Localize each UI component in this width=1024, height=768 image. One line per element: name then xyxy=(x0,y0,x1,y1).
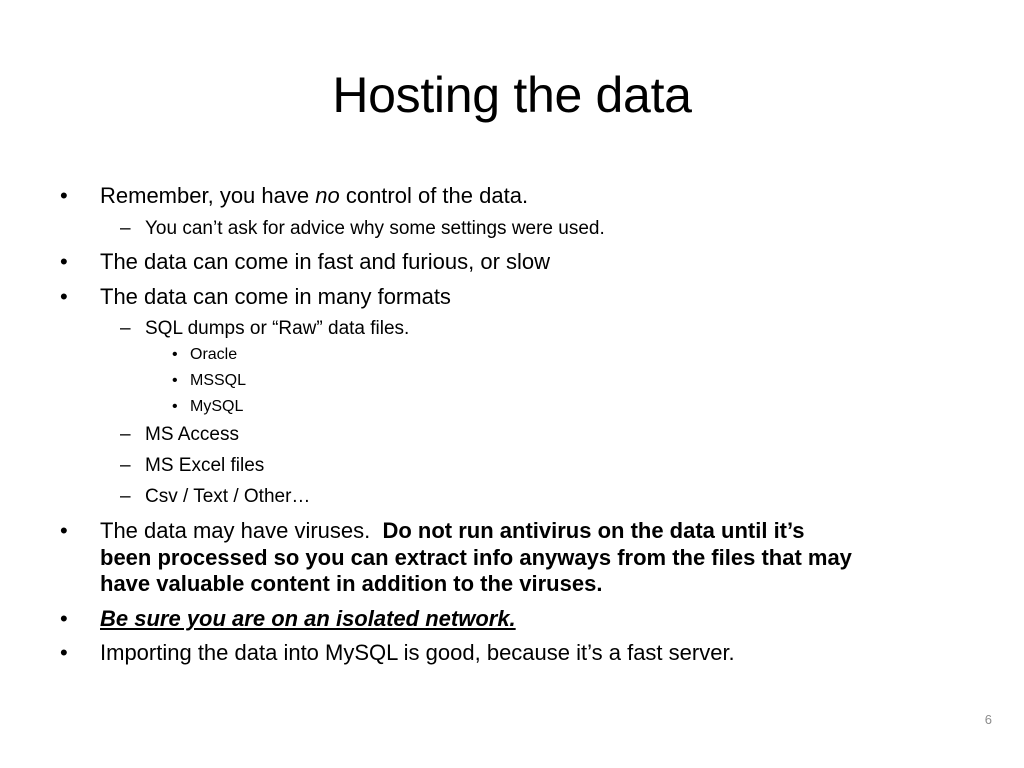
bullet-viruses-line1 xyxy=(100,518,805,544)
sub-bullet-advice: You can’t ask for advice why some settings were used. xyxy=(145,218,605,239)
bullet-text: Remember, you have xyxy=(100,183,316,208)
dash-marker: – xyxy=(120,318,131,339)
bullet-viruses-line2 xyxy=(100,545,852,571)
sub-sub-bullet-marker: • xyxy=(172,372,178,389)
bullet-text: The data may have viruses. xyxy=(100,518,383,543)
bullet-marker: • xyxy=(60,284,68,309)
page-number: 6 xyxy=(984,712,992,727)
sub-bullet-ms-excel: MS Excel files xyxy=(145,455,265,476)
format-oracle: Oracle xyxy=(190,346,238,363)
bullet-importing-mysql: Importing the data into MySQL is good, because it’s a fast server. xyxy=(100,640,735,665)
dash-marker: – xyxy=(120,455,131,476)
bullet-marker: • xyxy=(60,640,68,665)
warning-text: been processed so you can extract info anyways from the files that may xyxy=(100,545,852,570)
format-mysql: MySQL xyxy=(190,398,244,415)
dash-marker: – xyxy=(120,218,131,239)
bullet-marker: • xyxy=(60,518,68,543)
bullet-many-formats: The data can come in many formats xyxy=(100,284,451,309)
bullet-viruses-line3 xyxy=(100,571,602,597)
bullet-marker: • xyxy=(60,606,68,631)
bullet-marker: • xyxy=(60,249,68,274)
sub-bullet-sql-dumps: SQL dumps or “Raw” data files. xyxy=(145,318,410,339)
slide-title: Hosting the data xyxy=(332,67,692,123)
bullet-text: control of the data. xyxy=(339,183,529,208)
sub-sub-bullet-marker: • xyxy=(172,346,178,363)
sub-sub-bullet-marker: • xyxy=(172,398,178,415)
emphasis-text: no xyxy=(315,183,340,208)
bullet-marker: • xyxy=(60,183,68,208)
dash-marker: – xyxy=(120,424,131,445)
sub-bullet-ms-access: MS Access xyxy=(145,424,239,445)
sub-bullet-csv-text: Csv / Text / Other… xyxy=(145,486,311,507)
warning-text: have valuable content in addition to the viruses. xyxy=(100,571,603,596)
dash-marker: – xyxy=(120,486,131,507)
format-mssql: MSSQL xyxy=(190,372,247,389)
bullet-fast-furious: The data can come in fast and furious, or slow xyxy=(100,249,551,274)
bullet-isolated-network: Be sure you are on an isolated network. xyxy=(100,606,516,631)
warning-text: Do not run antivirus on the data until it’s xyxy=(382,518,805,543)
bullet-remember xyxy=(100,183,528,209)
